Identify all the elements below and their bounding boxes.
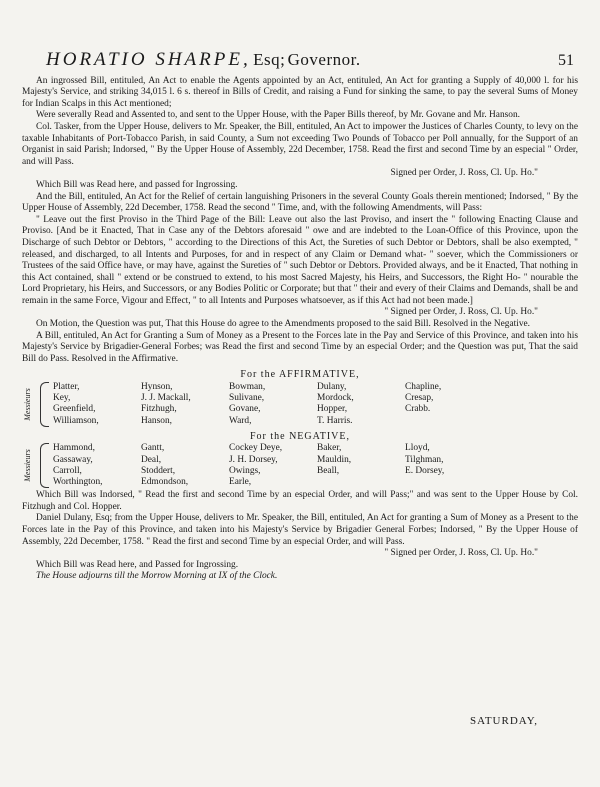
- member-name: Hammond,: [53, 443, 95, 454]
- vote-column: [405, 443, 493, 488]
- brace: [40, 443, 49, 488]
- member-name: Ward,: [229, 415, 252, 426]
- member-name: Greenfield,: [53, 404, 96, 415]
- vote-column: [141, 382, 229, 427]
- member-name: Carroll,: [53, 465, 82, 476]
- adjournment-line: The House adjourns till the Morrow Morning at IX of the Clock.: [36, 571, 278, 582]
- governor-esq: Esq;: [253, 50, 286, 69]
- signature-line: " Signed per Order, J. Ross, Cl. Up. Ho.": [384, 548, 538, 559]
- journal-page: [22, 49, 578, 583]
- member-name: Fitzhugh,: [141, 404, 177, 415]
- affirmative-vote-list: [22, 382, 578, 427]
- vote-column: [141, 443, 229, 488]
- member-name: Hanson,: [141, 415, 172, 426]
- catchword: SATURDAY,: [470, 715, 538, 727]
- affirmative-heading: For the AFFIRMATIVE,: [240, 369, 360, 381]
- member-name: Gantt,: [141, 443, 165, 454]
- member-name: Gassaway,: [53, 454, 93, 465]
- paragraph: Were severally Read and Assented to, and sent to the Upper House, with the Paper Bills thereof, by Mr. Govane and Mr. Hanson.: [36, 110, 521, 121]
- member-name: Hopper,: [317, 404, 348, 415]
- member-name: J. H. Dorsey,: [229, 454, 278, 465]
- messieurs-label: Messieurs: [23, 449, 32, 482]
- member-name: Chapline,: [405, 382, 442, 393]
- page-number: 51: [558, 52, 574, 69]
- member-name: Earle,: [229, 476, 252, 487]
- governor-title: Governor.: [287, 50, 361, 69]
- running-title: [46, 49, 361, 70]
- paragraph: Which Bill was Read here, and Passed for Ingrossing.: [36, 559, 239, 570]
- vote-column: [229, 382, 317, 427]
- messieurs-label: Messieurs: [23, 388, 32, 421]
- member-name: Key,: [53, 393, 71, 404]
- member-name: Platter,: [53, 382, 80, 393]
- member-name: Tilghman,: [405, 454, 444, 465]
- member-name: Mauldin,: [317, 454, 352, 465]
- governor-name: HORATIO SHARPE,: [46, 49, 251, 70]
- member-name: Crabb.: [405, 404, 431, 415]
- vote-column: [53, 382, 141, 427]
- member-name: Edmondson,: [141, 476, 189, 487]
- vote-column: [317, 382, 405, 427]
- member-name: Lloyd,: [405, 443, 430, 454]
- member-name: E. Dorsey,: [405, 465, 445, 476]
- member-name: J. J. Mackall,: [141, 393, 191, 404]
- member-name: Dulany,: [317, 382, 347, 393]
- member-name: Bowman,: [229, 382, 266, 393]
- member-name: Sulivane,: [229, 393, 265, 404]
- paragraph: Col. Tasker, from the Upper House, delivers to Mr. Speaker, the Bill, entituled, An Act to impower the Justices of Charles County, to levy on the taxable Inhabitants of Port-Tobacco Parish, in said County, a Sum not exceeding Two Pounds of Tobacco per Poll annually, for the Support of an Organist in said Parish; Indorsed, " By the Upper House of Assembly, 22d December, 1758. Read the first and second Time by an especial " Order, and will Pass.: [22, 121, 578, 167]
- member-name: Cockey Deye,: [229, 443, 283, 454]
- vote-column: [317, 443, 405, 488]
- member-name: Mordock,: [317, 393, 354, 404]
- signature-line: " Signed per Order, J. Ross, Cl. Up. Ho.": [384, 307, 538, 318]
- member-name: Worthington,: [53, 476, 103, 487]
- member-name: Baker,: [317, 443, 342, 454]
- negative-heading: For the NEGATIVE,: [249, 430, 351, 442]
- member-name: Hynson,: [141, 382, 173, 393]
- page-header: [46, 49, 574, 70]
- member-name: Stoddert,: [141, 465, 176, 476]
- member-name: Cresap,: [405, 393, 434, 404]
- member-name: Deal,: [141, 454, 162, 465]
- paragraph: Which Bill was Indorsed, " Read the first and second Time by an especial Order, and will Pass;" and was sent to the Upper House by Col. Fitzhugh and Col. Hopper.: [22, 490, 578, 512]
- member-name: Williamson,: [53, 415, 99, 426]
- paragraph: An ingrossed Bill, entituled, An Act to enable the Agents appointed by an Act, entituled, An Act for granting a Supply of 40,000 l. for his Majesty's Service, and striking 34,015 l. 6 s. thereof in Bills of Credit, and raising a Fund for sinking the same, to pay the several Sums of Money for Indian Scalps in this Act mentioned;: [22, 75, 578, 109]
- paragraph: A Bill, entituled, An Act for Granting a Sum of Money as a Present to the Forces late in the Pay and Service of this Province, and taken into his Majesty's Service by Brigadier-General Forbes; was Read the first and second Time by an especial Order; and the Question was put, That the said Bill do Pass. Resolved in the Affirmative.: [22, 330, 578, 364]
- member-name: Govane,: [229, 404, 261, 415]
- member-name: Beall,: [317, 465, 340, 476]
- amendment-text: " Leave out the first Proviso in the Third Page of the Bill: Leave out also the last Proviso, and insert the " following Enacting Clause and Proviso. [And be it Enacted, That in Case any of the Debtors aforesaid " owe and are indebted to the Loan-Office of this Province, upon the Discharge of such Debtor or Debtors, " according to the Directions of this Act, the Sureties of such Debtor or Debtors, shall be also exempted, " released, and discharged, to all Intents and Purposes, for and in respect of any Claim or Demand what- " soever, which the Commissioners or Trustees of the said Office have, or may have, against the Sureties of " such Debtor or Debtors. Provided always, and be it Enacted, That nothing in this Act contained, shall " extend or be construed to extend, to his most Sacred Majesty, his Heirs, and Successors, the Right Ho- " nourable the Lord Proprietary, his Heirs, and Successors, or any Bodies Politic or Corporate; but that " their and every of their Claims and Demands, shall be and remain in the same Force, Vigour and Effect, " to all Intents and Purposes whatsoever, as if this Act had not been made.]: [22, 214, 578, 306]
- vote-column: [229, 443, 317, 488]
- paragraph: And the Bill, entituled, An Act for the Relief of certain languishing Prisoners in the several County Goals therein mentioned; Indorsed, " By the Upper House of Assembly, 22d December, 1758. Read the second " Time, and, with the following Amendments, will Pass:: [22, 191, 578, 214]
- paragraph: On Motion, the Question was put, That this House do agree to the Amendments proposed to the said Bill. Resolved in the Negative.: [36, 319, 531, 330]
- paragraph: Which Bill was Read here, and passed for Ingrossing.: [36, 179, 238, 190]
- vote-column: [405, 382, 493, 427]
- paragraph: Daniel Dulany, Esq; from the Upper House, delivers to Mr. Speaker, the Bill, entituled, An Act for granting a Sum of Money as a Present to the Forces late in the Pay of this Province, and taken into his Majesty's Service by Brigadier General Forbes; Indorsed, " By the Upper House of Assembly, 22d December, 1758. " Read the first and second Time by an especial Order, and will Pass.: [22, 513, 578, 547]
- member-name: Owings,: [229, 465, 261, 476]
- member-name: T. Harris.: [317, 415, 353, 426]
- brace: [40, 382, 49, 427]
- vote-column: [53, 443, 141, 488]
- negative-vote-list: [22, 443, 578, 488]
- signature-line: Signed per Order, J. Ross, Cl. Up. Ho.": [390, 168, 538, 179]
